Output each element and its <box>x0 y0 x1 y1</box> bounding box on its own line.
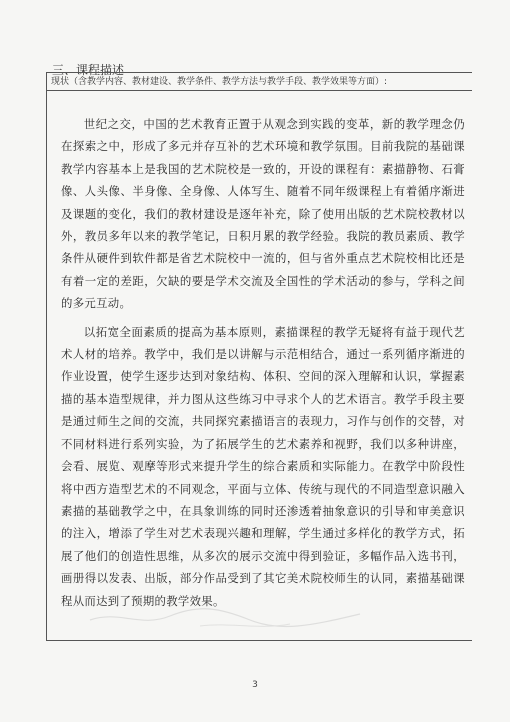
section-heading: 三、课程描述 <box>52 63 125 77</box>
faint-signature-mark <box>80 602 380 632</box>
table-header-label: 现状（含教学内容、教材建设、教学条件、教学方法与教学手段、教学效果等方面）: <box>47 73 472 91</box>
paragraph-2: 以拓宽全面素质的提高为基本原则，素描课程的教学无疑将有益于现代艺术人材的培养。教学中，我们是以讲解与示范相结合，通过一系列循序渐进的作业设置，使学生逐步达到对象结构、体积、空间的深入理解和认识，掌握素描的基本造型规律，并力图从这些练习中寻求个人的艺术语言。教学手段主要是通过师生之间的交流，共同探究素描语言的表现力，习作与创作的交替，对不同材料进行系列实验，为了拓展学生的艺术素养和视野，我们以多种讲座，会看、展览、观摩等形式来提升学生的综合素质和实际能力。在教学中阶段性将中西方造型艺术的不同观念，平面与立体、传统与现代的不同造型意识融入素描的基础教学之中，在具象训练的同时还渗透着抽象意识的引导和审美意识的注入，增添了学生对艺术表现兴趣和理解，学生通过多样化的教学方式，拓展了他们的创造性思维，从多次的展示交流中得到验证，多幅作品入选书刊，画册得以发表、出版，部分作品受到了其它美术院校师生的认同，素描基础课程从而达到了预期的教学效果。 <box>61 324 465 608</box>
body-content <box>61 113 465 612</box>
page-number: 3 <box>252 680 258 690</box>
course-description-table <box>46 72 472 641</box>
paragraph-1: 世纪之交，中国的艺术教育正置于从观念到实践的变革，新的教学理念仍在探索之中，形成了多元并存互补的艺术环境和教学氛围。目前我院的基础课教学内容基本上是我国的艺术院校是一致的，开设的课程有：素描静物、石膏像、人头像、半身像、全身像、人体写生、随着不同年级课程上有着循序渐进及课题的变化，我们的教材建设是逐年补充，除了使用出版的艺术院校教材以外，教员多年以来的教学笔记，日积月累的教学经验。我院的教员素质、教学条件从硬件到软件都是省艺术院校中一流的，但与省外重点艺术院校相比还是有着一定的差距，欠缺的要是学术交流及全国性的学术活动的参与，学科之间的多元互动。 <box>61 117 465 311</box>
